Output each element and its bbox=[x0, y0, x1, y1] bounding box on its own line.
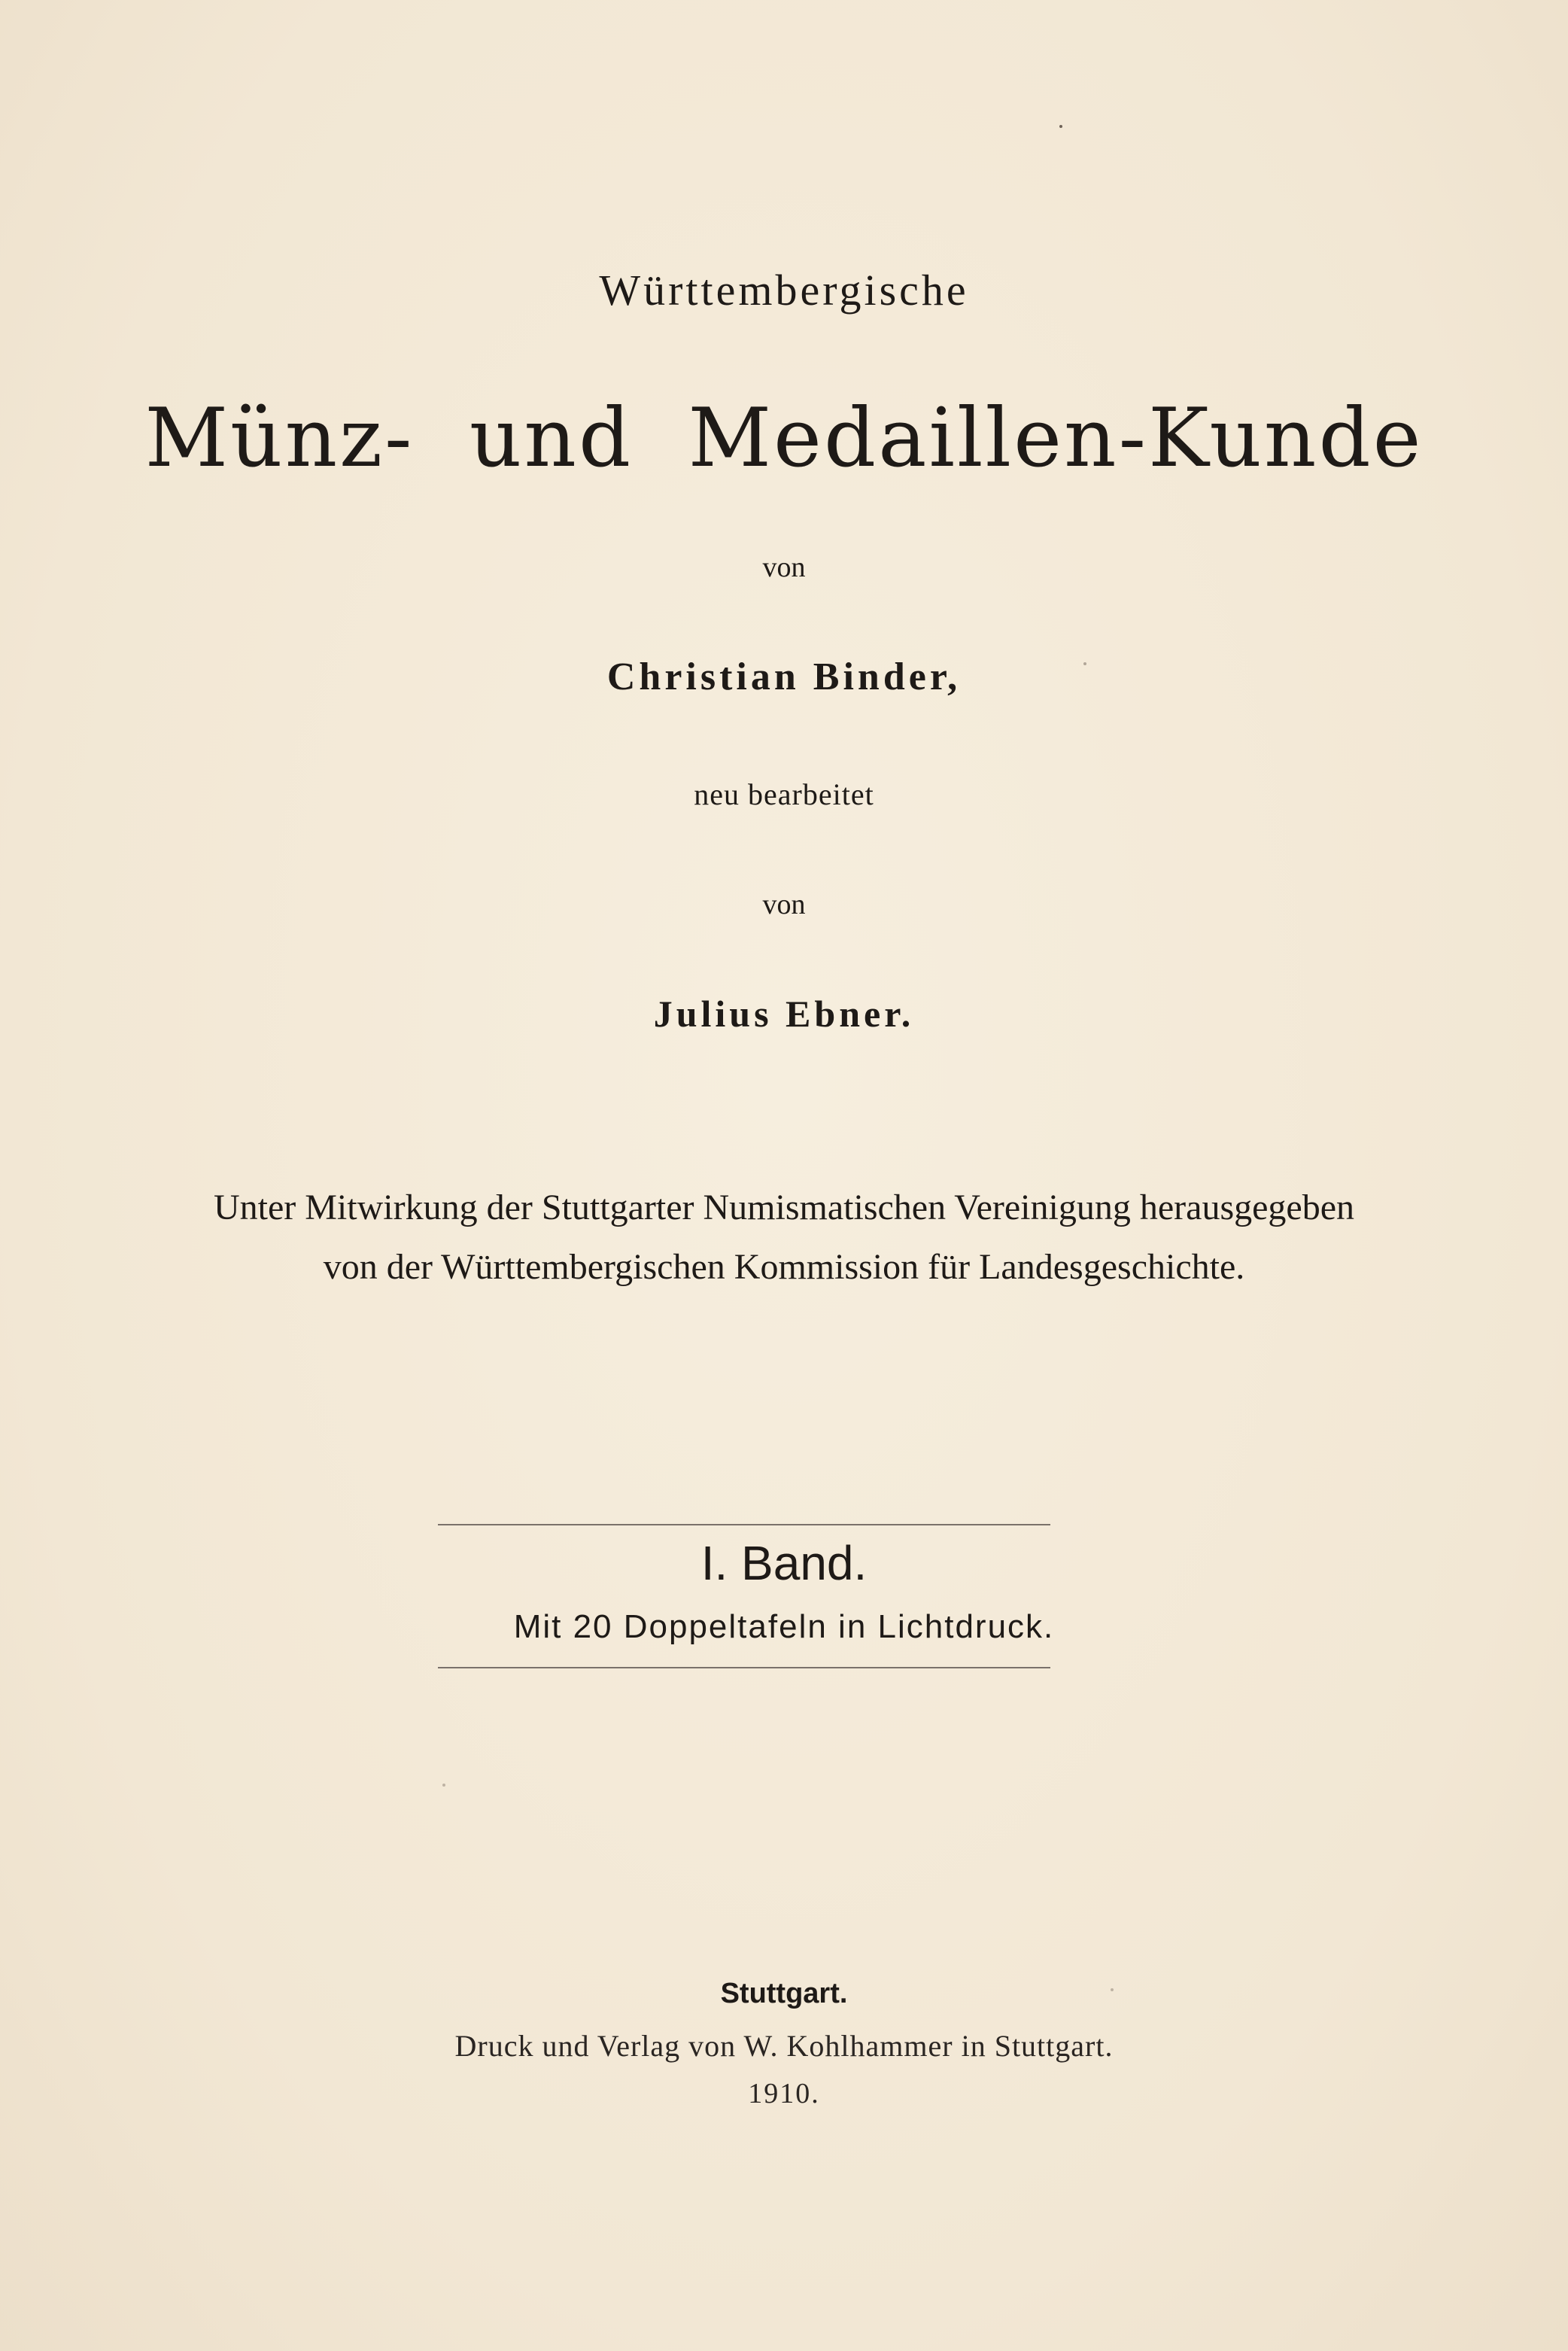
subtitle-top: Württembergische bbox=[599, 266, 969, 315]
reworked-label: neu bearbeitet bbox=[694, 777, 874, 811]
plates-note: Mit 20 Doppeltafeln in Lichtdruck. bbox=[513, 1608, 1055, 1645]
author-name: Christian Binder, bbox=[606, 655, 962, 698]
place-of-publication: Stuttgart. bbox=[720, 1978, 848, 2009]
collaboration-line-2: von der Württembergischen Kommission für Landesgeschichte. bbox=[323, 1247, 1245, 1287]
main-title: Münz- und Medaillen-Kunde bbox=[144, 391, 1424, 485]
publication-year: 1910. bbox=[748, 2078, 820, 2109]
von-label-1: von bbox=[762, 552, 806, 583]
paper-speck bbox=[1059, 125, 1062, 128]
divider-top bbox=[438, 1524, 1050, 1525]
collaboration-line-1: Unter Mitwirkung der Stuttgarter Numismatischen Vereinigung herausgegeben bbox=[213, 1188, 1355, 1227]
paper-speck bbox=[1111, 1988, 1114, 1991]
paper-speck bbox=[1083, 662, 1086, 665]
paper-speck bbox=[442, 1784, 445, 1787]
publisher-line: Druck und Verlag von W. Kohlhammer in Stuttgart. bbox=[454, 2029, 1114, 2063]
divider-bottom bbox=[438, 1667, 1050, 1668]
von-label-2: von bbox=[762, 889, 806, 920]
volume-label: I. Band. bbox=[700, 1536, 868, 1590]
editor-name: Julius Ebner. bbox=[653, 993, 915, 1035]
